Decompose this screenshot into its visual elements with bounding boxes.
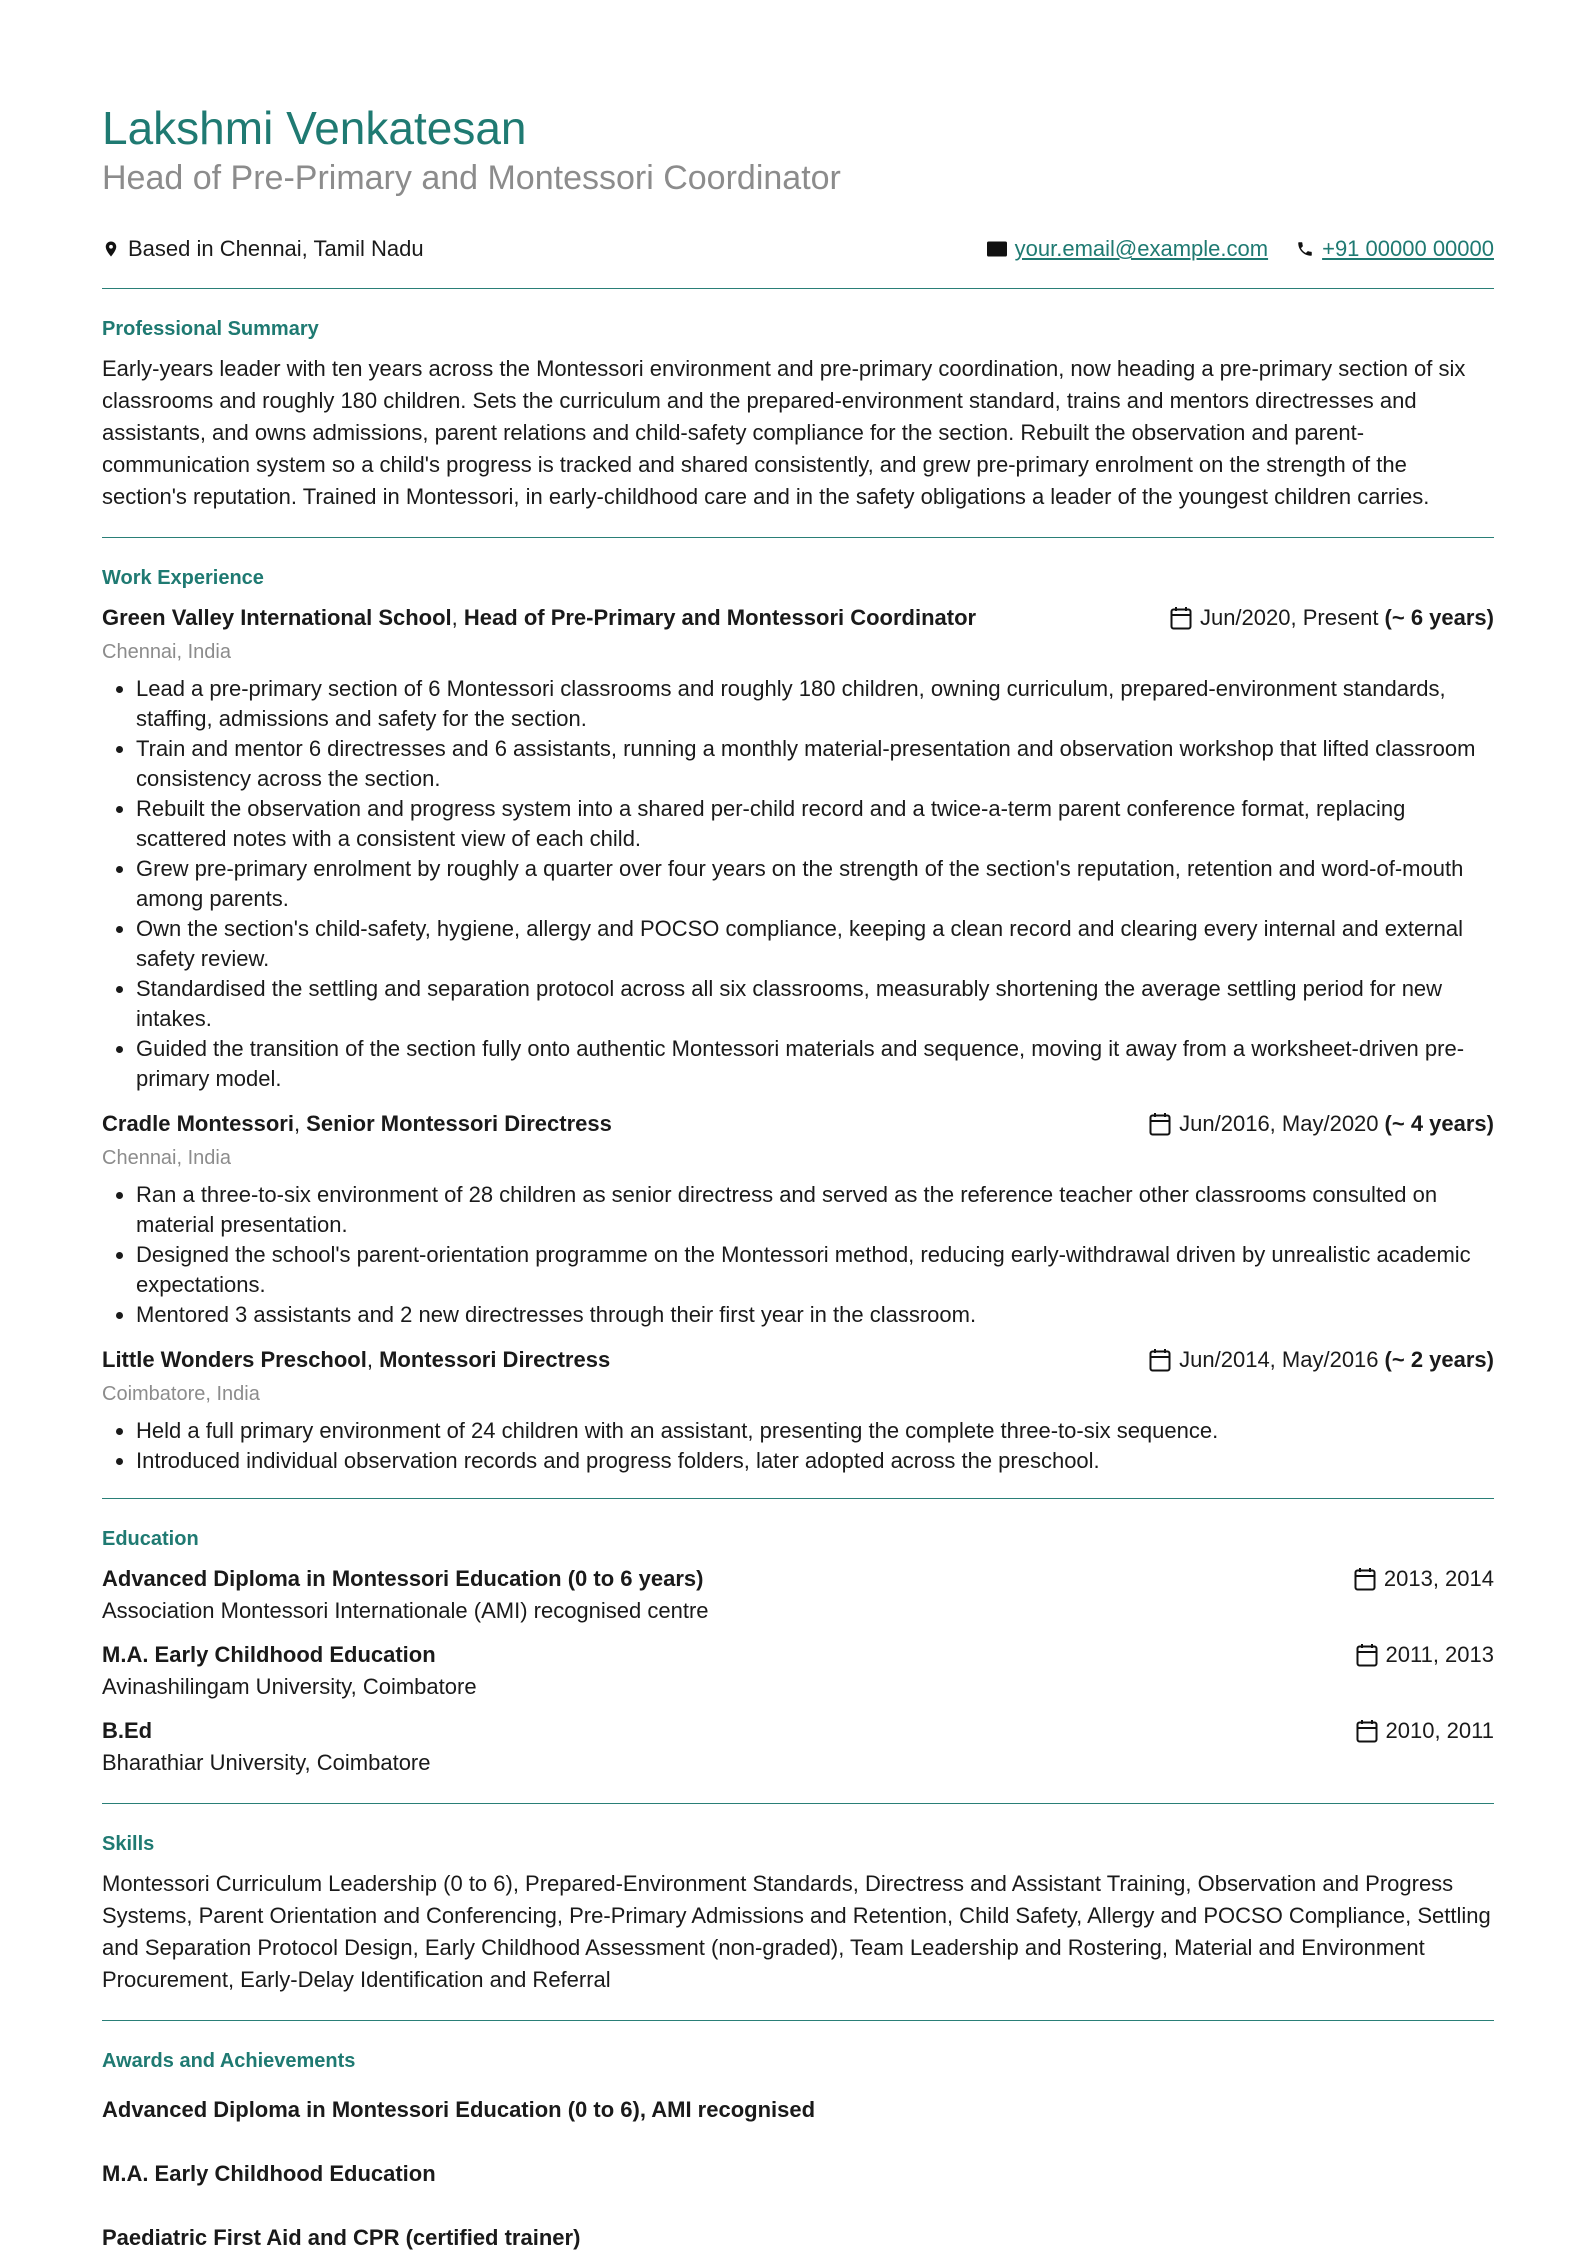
education-entry (102, 1563, 1494, 1627)
location-item (102, 234, 424, 264)
email-item[interactable] (987, 234, 1268, 264)
divider (102, 1498, 1494, 1499)
list-item: • Mentored 3 assistants and 2 new directresses through their first year in the classroom. (136, 1300, 1494, 1330)
list-item: • Own the section's child-safety, hygiene, allergy and POCSO compliance, keeping a clean record and clearing every internal and external safety review. (136, 914, 1494, 974)
job-title-line: Cradle Montessori, Senior Montessori Directress (102, 1111, 612, 1136)
section-title: Professional Summary (102, 318, 319, 340)
job-dates: Jun/2020, Present (~ 6 years) (1170, 602, 1494, 634)
award-item: Advanced Diploma in Montessori Education (0 to 6), AMI recognised (102, 2097, 816, 2122)
degree-name: B.Ed (102, 1718, 153, 1743)
experience-section (102, 564, 1494, 1476)
phone-link[interactable]: +91 00000 00000 (1322, 236, 1494, 261)
calendar-icon (1149, 1348, 1171, 1372)
education-dates: 2010, 2011 (1356, 1715, 1494, 1747)
list-item: • Grew pre-primary enrolment by roughly a quarter over four years on the strength of the section's reputation, retention and word-of-mouth among parents. (136, 854, 1494, 914)
company-name: Little Wonders Preschool (102, 1347, 367, 1372)
award-item: M.A. Early Childhood Education (102, 2161, 436, 2186)
education-dates: 2011, 2013 (1356, 1639, 1494, 1671)
section-title: Awards and Achievements (102, 2050, 356, 2072)
job-role: Senior Montessori Directress (306, 1111, 612, 1136)
calendar-icon (1356, 1643, 1378, 1667)
education-dates: 2013, 2014 (1354, 1563, 1494, 1595)
job-role: Montessori Directress (379, 1347, 611, 1372)
list-item: • Lead a pre-primary section of 6 Montessori classrooms and roughly 180 children, owning curriculum, prepared-environment standards, staffing, admissions and safety for the section. (136, 674, 1494, 734)
job-bullets (102, 1416, 1494, 1476)
divider (102, 1803, 1494, 1804)
phone-icon (1296, 240, 1314, 258)
job-entry (102, 1344, 1494, 1476)
divider (102, 2020, 1494, 2021)
summary-text: Early-years leader with ten years across the Montessori environment and pre-primary coordination, now heading a pre-primary section of six classrooms and roughly 180 children. Sets the curriculum and the prepared-environment standard, trains and mentors directresses and assistants, and owns admissions, parent relations and child-safety compliance for the section. Rebuilt the observation and parent-communication system so a child's progress is tracked and shared consistently, and grew pre-primary enrolment on the strength of the section's reputation. Trained in Montessori, in early-childhood care and in the safety obligations a leader of the youngest children carries. (102, 356, 1466, 509)
calendar-icon (1354, 1567, 1376, 1591)
list-item: • Ran a three-to-six environment of 28 children as senior directress and served as the reference teacher other classrooms consulted on material presentation. (136, 1180, 1494, 1240)
award-item: Paediatric First Aid and CPR (certified trainer) (102, 2225, 581, 2250)
list-item: • Designed the school's parent-orientation programme on the Montessori method, reducing early-withdrawal driven by unrealistic academic expectations. (136, 1240, 1494, 1300)
job-dates: Jun/2016, May/2020 (~ 4 years) (1149, 1108, 1494, 1140)
candidate-headline: Head of Pre-Primary and Montessori Coordinator (102, 159, 841, 197)
list-item: • Rebuilt the observation and progress system into a shared per-child record and a twice-a-term parent conference format, replacing scattered notes with a consistent view of each child. (136, 794, 1494, 854)
job-role: Head of Pre-Primary and Montessori Coordinator (463, 605, 977, 630)
job-location: Chennai, India (102, 641, 231, 663)
job-title-line: Little Wonders Preschool, Montessori Directress (102, 1347, 611, 1372)
institution-name: Association Montessori Internationale (AMI) recognised centre (102, 1598, 709, 1623)
phone-item[interactable] (1296, 234, 1494, 264)
calendar-icon (1170, 606, 1192, 630)
section-title: Skills (102, 1833, 155, 1855)
calendar-icon (1149, 1112, 1171, 1136)
email-link[interactable]: your.email@example.com (1014, 236, 1269, 261)
contact-row (102, 234, 1494, 264)
education-entry (102, 1715, 1494, 1779)
skills-text: Montessori Curriculum Leadership (0 to 6), Prepared-Environment Standards, Directress and Assistant Training, Observation and Progress Systems, Parent Orientation and Conferencing, Pre-Primary Admissions and Retention, Child Safety, Allergy and POCSO Compliance, Settling and Separation Protocol Design, Early Childhood Assessment (non-graded), Team Leadership and Rostering, Material and Environment Procurement, Early-Delay Identification and Referral (102, 1871, 1491, 1992)
calendar-icon (1356, 1719, 1378, 1743)
list-item: • Standardised the settling and separation protocol across all six classrooms, measurably shortening the average settling period for new intakes. (136, 974, 1494, 1034)
summary-section (102, 315, 1494, 513)
section-title: Education (102, 1528, 199, 1550)
section-title: Work Experience (102, 567, 264, 589)
candidate-name: Lakshmi Venkatesan (102, 102, 527, 154)
job-bullets (102, 1180, 1494, 1330)
job-location: Coimbatore, India (102, 1383, 260, 1405)
job-entry (102, 602, 1494, 1094)
institution-name: Avinashilingam University, Coimbatore (102, 1674, 477, 1699)
education-section (102, 1525, 1494, 1779)
company-name: Green Valley International School (102, 605, 452, 630)
job-location: Chennai, India (102, 1147, 231, 1169)
skills-section (102, 1830, 1494, 1996)
degree-name: Advanced Diploma in Montessori Education (0 to 6 years) (102, 1566, 704, 1591)
divider (102, 537, 1494, 538)
map-pin-icon (102, 239, 120, 259)
envelope-icon (987, 241, 1007, 257)
list-item: • Guided the transition of the section fully onto authentic Montessori materials and sequence, moving it away from a worksheet-driven pre-primary model. (136, 1034, 1494, 1094)
degree-name: M.A. Early Childhood Education (102, 1642, 436, 1667)
education-entry (102, 1639, 1494, 1703)
job-entry (102, 1108, 1494, 1330)
list-item: • Held a full primary environment of 24 children with an assistant, presenting the complete three-to-six sequence. (136, 1416, 1494, 1446)
institution-name: Bharathiar University, Coimbatore (102, 1750, 431, 1775)
job-dates: Jun/2014, May/2016 (~ 2 years) (1149, 1344, 1494, 1376)
job-bullets (102, 674, 1494, 1094)
list-item: • Introduced individual observation records and progress folders, later adopted across the preschool. (136, 1446, 1494, 1476)
location-text: Based in Chennai, Tamil Nadu (128, 236, 424, 261)
list-item: • Train and mentor 6 directresses and 6 assistants, running a monthly material-presentation and observation workshop that lifted classroom consistency across the section. (136, 734, 1494, 794)
awards-section (102, 2047, 1494, 2253)
divider (102, 288, 1494, 289)
job-title-line: Green Valley International School, Head of Pre-Primary and Montessori Coordinator (102, 605, 977, 630)
company-name: Cradle Montessori (102, 1111, 294, 1136)
